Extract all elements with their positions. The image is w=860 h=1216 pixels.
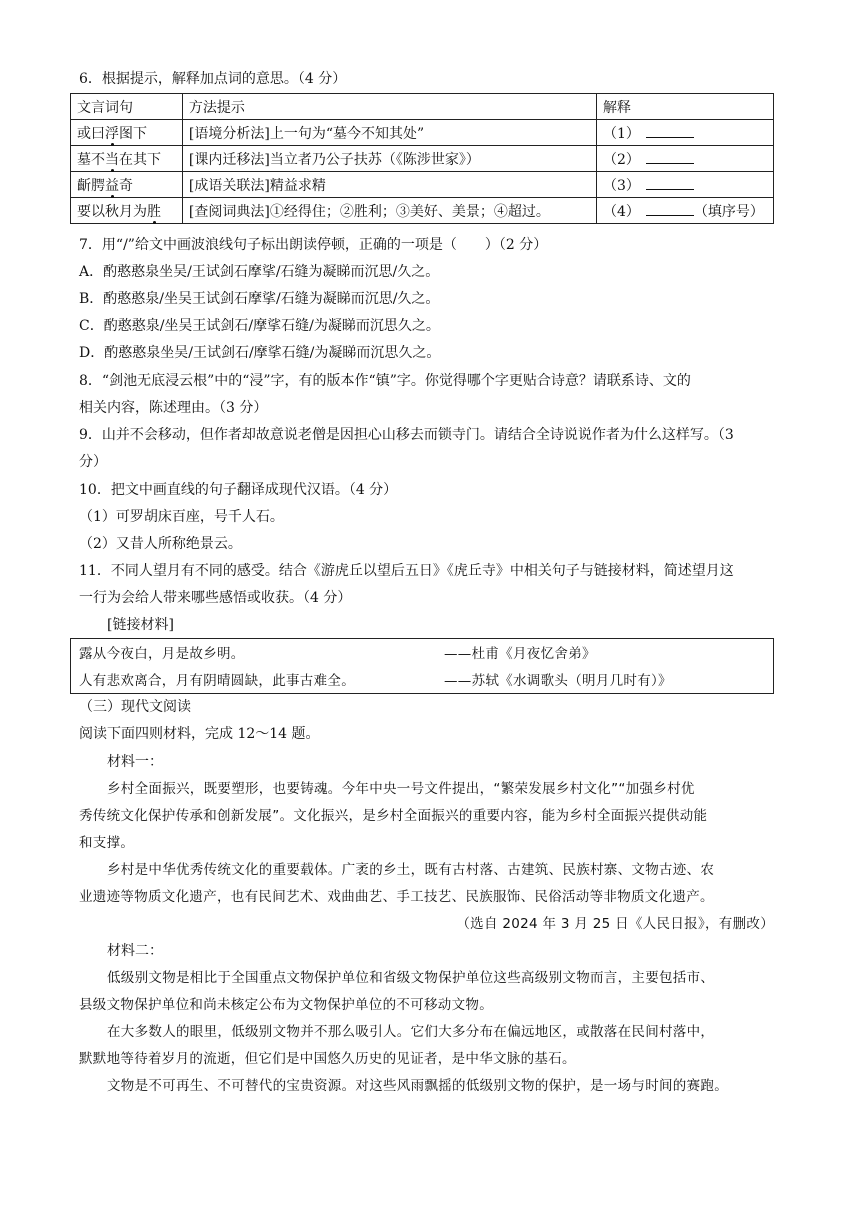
table-row	[71, 146, 774, 172]
paragraph-line: 乡村是中华优秀传统文化的重要载体。广袤的乡土，既有古村落、古建筑、民族村寨、文物古迹、农	[107, 862, 715, 878]
paragraph-line: 低级别文物是相比于全国重点文物保护单位和省级文物保护单位这些高级别文物而言，主要包括市、	[107, 970, 715, 986]
hint-cell: [语境分析法]上一句为“墓今不知其处”	[182, 120, 596, 146]
answer-cell	[596, 172, 773, 198]
answer-number: （3）	[602, 177, 640, 194]
link-quote: 人有悲欢离合，月有阴晴圆缺，此事古难全。	[79, 673, 355, 689]
q10-item-2: （2）又昔人所称绝景云。	[79, 536, 242, 552]
phrase-text: 要以秋月为	[77, 203, 147, 220]
q6-table	[70, 93, 774, 224]
header-cell: 文言词句	[71, 94, 183, 120]
dotted-word: 当	[105, 151, 119, 168]
paragraph-line: 默默地等待着岁月的流逝，但它们是中国悠久历史的见证者，是中华文脉的基石。	[79, 1051, 576, 1067]
phrase-cell	[71, 120, 183, 146]
link-material-label: [链接材料]	[107, 617, 174, 633]
table-row	[71, 120, 774, 146]
table-row	[71, 172, 774, 198]
answer-blank[interactable]	[646, 201, 694, 216]
answer-number: （2）	[602, 151, 640, 168]
header-cell: 方法提示	[182, 94, 596, 120]
q8-prompt-line2: 相关内容，陈述理由。（3 分）	[79, 400, 268, 416]
q7-option-a[interactable]: A．酌憨憨泉坐吴/王试剑石摩挲/石缝为凝睇而沉思/久之。	[79, 264, 440, 280]
q10-prompt: 10．把文中画直线的句子翻译成现代汉语。（4 分）	[79, 482, 398, 498]
dotted-word: 益	[105, 177, 119, 194]
q11-prompt-line2: 一行为会给人带来哪些感悟或收获。（4 分）	[79, 590, 352, 606]
material-1-source: （选自 2024 年 3 月 25 日《人民日报》，有删改）	[456, 916, 774, 932]
answer-cell	[596, 146, 773, 172]
dotted-word: 浮	[105, 125, 119, 142]
q8-prompt-line1: 8．“剑池无底浸云根”中的“浸”字，有的版本作“镇”字。你觉得哪个字更贴合诗意？请联系诗、文的	[79, 373, 691, 389]
paragraph-line: 业遗迹等物质文化遗产，也有民间艺术、戏曲曲艺、手工技艺、民族服饰、民俗活动等非物质文化遗产。	[79, 889, 714, 905]
q11-prompt-line1: 11．不同人望月有不同的感受。结合《游虎丘以望后五日》《虎丘寺》中相关句子与链接材料，简述望月这	[79, 563, 734, 579]
header-cell: 解释	[596, 94, 773, 120]
answer-blank[interactable]	[646, 175, 694, 190]
material-2-label: 材料二：	[107, 943, 163, 959]
phrase-text: 在其下	[119, 151, 161, 168]
q7-option-b[interactable]: B．酌憨憨泉/坐吴王试剑石摩挲/石缝为凝睇而沉思/久之。	[79, 291, 440, 307]
q9-prompt-line2: 分）	[79, 454, 107, 470]
answer-cell	[596, 120, 773, 146]
answer-blank[interactable]	[646, 123, 694, 138]
hint-cell: [课内迁移法]当立者乃公子扶苏（《陈涉世家》）	[182, 146, 596, 172]
phrase-cell	[71, 146, 183, 172]
paragraph-line: 乡村全面振兴，既要塑形，也要铸魂。今年中央一号文件提出，“繁荣发展乡村文化”“加强乡村优	[107, 781, 695, 797]
paragraph-line: 秀传统文化保护传承和创新发展”。文化振兴，是乡村全面振兴的重要内容，能为乡村全面振兴提供动能	[79, 808, 708, 824]
phrase-cell	[71, 172, 183, 198]
phrase-text: 奇	[119, 177, 133, 194]
link-quote: 露从今夜白，月是故乡明。	[79, 646, 245, 662]
q7-option-c[interactable]: C．酌憨憨泉/坐吴王试剑石/摩挲石缝/为凝睇而沉思久之。	[79, 318, 440, 334]
paragraph-line: 文物是不可再生、不可替代的宝贵资源。对这些风雨飘摇的低级别文物的保护，是一场与时间的赛跑。	[107, 1078, 728, 1094]
paragraph-line: 和支撑。	[79, 835, 135, 851]
q6-prompt: 6．根据提示，解释加点词的意思。（4 分）	[79, 71, 347, 87]
q9-prompt-line1: 9．山并不会移动，但作者却故意说老僧是因担心山移去而锁寺门。请结合全诗说说作者为什么这样写。（3	[79, 427, 734, 443]
answer-number: （1）	[602, 125, 640, 142]
paragraph-line: 在大多数人的眼里，低级别文物并不那么吸引人。它们大多分布在偏远地区，或散落在民间村落中，	[107, 1024, 715, 1040]
link-material-box	[70, 638, 774, 694]
q7-option-d[interactable]: D．酌憨憨泉坐吴/王试剑石/摩挲石缝/为凝睇而沉思久之。	[79, 345, 441, 361]
link-source: ——苏轼《水调歌头（明月几时有）》	[444, 673, 672, 689]
table-header-row	[71, 94, 774, 120]
phrase-text: 或曰	[77, 125, 105, 142]
paragraph-line: 县级文物保护单位和尚未核定公布为文物保护单位的不可移动文物。	[79, 997, 493, 1013]
q10-item-1: （1）可罗胡床百座，号千人石。	[79, 509, 284, 525]
phrase-text: 齗腭	[77, 177, 105, 194]
q7-prompt: 7．用“/”给文中画波浪线句子标出朗读停顿，正确的一项是（ ）（2 分）	[79, 237, 548, 253]
phrase-cell	[71, 198, 183, 224]
answer-cell	[596, 198, 773, 224]
phrase-text: 墓不	[77, 151, 105, 168]
table-row	[71, 198, 774, 224]
hint-cell: [查阅词典法]①经得住；②胜利；③美好、美景；④超过。	[182, 198, 596, 224]
section-heading: （三）现代文阅读	[79, 699, 191, 715]
answer-blank[interactable]	[646, 149, 694, 164]
hint-cell: [成语关联法]精益求精	[182, 172, 596, 198]
phrase-text: 图下	[119, 125, 147, 142]
material-1-label: 材料一：	[107, 754, 163, 770]
section-instruction: 阅读下面四则材料，完成 12～14 题。	[79, 726, 320, 742]
link-source: ——杜甫《月夜忆舍弟》	[444, 646, 596, 662]
answer-number: （4）	[602, 203, 640, 220]
dotted-word: 胜	[147, 203, 161, 220]
answer-note: （填序号）	[693, 203, 764, 220]
